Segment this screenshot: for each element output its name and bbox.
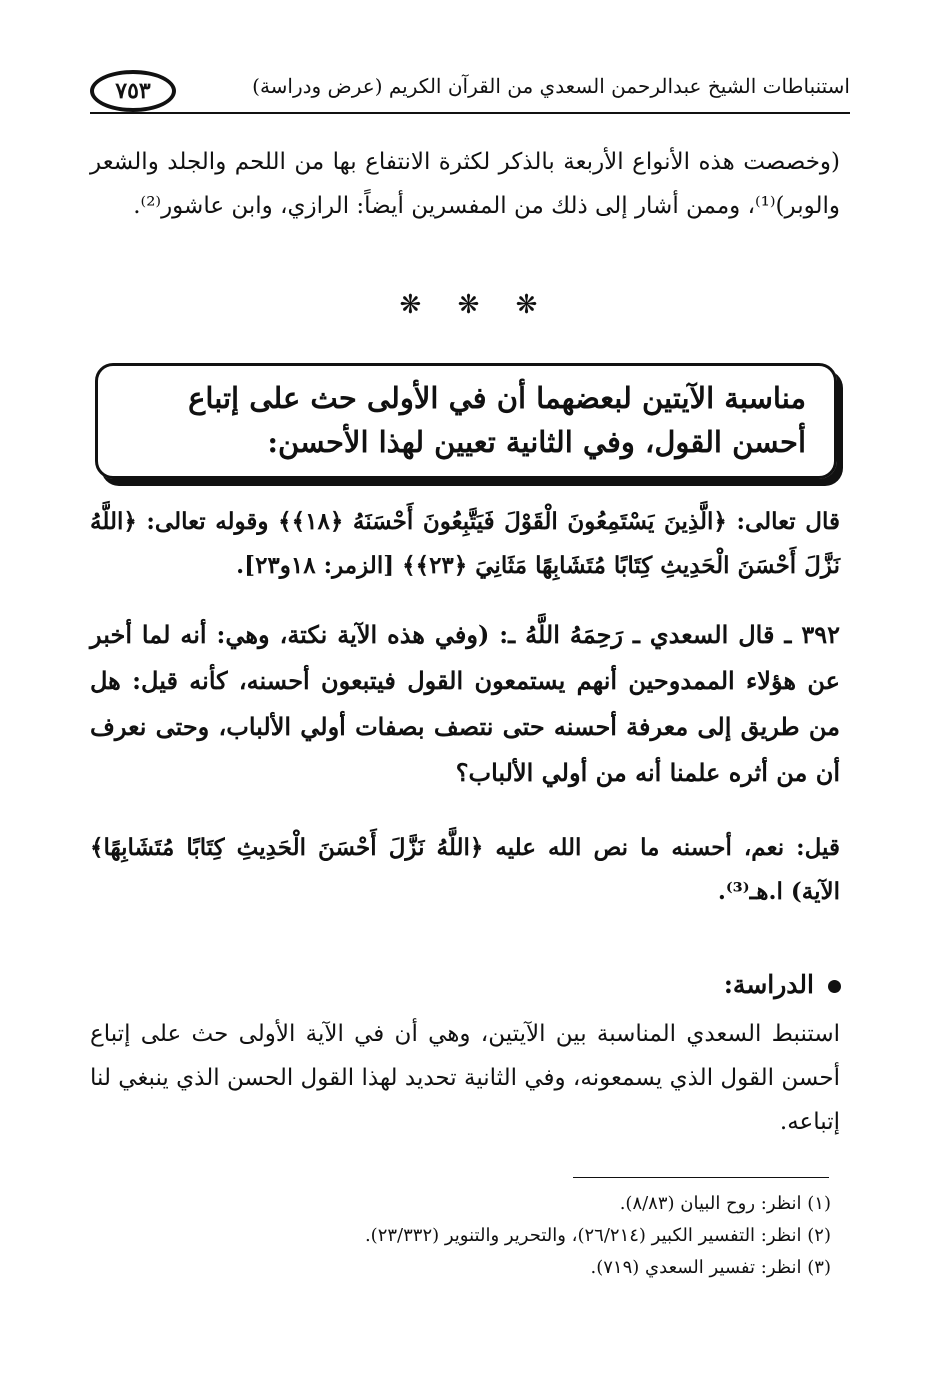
section-title-box bbox=[95, 363, 837, 479]
running-title: استنباطات الشيخ عبدالرحمن السعدي من القرآن الكريم (عرض ودراسة) bbox=[252, 74, 850, 98]
footnote-divider bbox=[573, 1177, 829, 1178]
saadi-quote: ٣٩٢ ـ قال السعدي ـ رَحِمَهُ اللَّهُ ـ: (وفي هذه الآية نكتة، وهي: أنه لما أخبر عن هؤلاء الممدوحين أنهم يستمعون القول فيتبعون أحسنه، كأنه قيل: هل من طريق إلى معرفة أحسنه حتى نتصف بصفات أولي الألباب، وحتى نعرف أن من أثره علمنا أنه من أولي الألباب؟ bbox=[90, 620, 840, 787]
answer-paragraph: قيل: نعم، أحسنه ما نص الله عليه ﴿اللَّهُ نَزَّلَ أَحْسَنَ الْحَدِيثِ كِتَابًا مُتَشَابِهًا﴾ الآية) ا.هـ⁽³⁾. bbox=[90, 834, 840, 905]
footnotes bbox=[131, 1188, 831, 1284]
study-heading-text: الدراسة: bbox=[723, 970, 814, 999]
study-paragraph: استنبط السعدي المناسبة بين الآيتين، وهي أن في الآية الأولى حث على إتباع أحسن القول الذي يسمعونه، وفي الثانية تحديد لهذا القول الحسن الذي ينبغي لنا إتباعه. bbox=[90, 1021, 840, 1135]
footnote-3: (٣) انظر: تفسير السعدي (٧١٩). bbox=[590, 1257, 831, 1278]
section-title: مناسبة الآيتين لبعضهما أن في الأولى حث على إتباع أحسن القول، وفي الثانية تعيين لهذا الأحسن: bbox=[188, 381, 806, 459]
footnote-1: (١) انظر: روح البيان (٨/٨٣). bbox=[619, 1193, 831, 1214]
section-separator: ❋ ❋ ❋ bbox=[399, 290, 552, 320]
bullet-icon bbox=[828, 980, 841, 993]
header-rule bbox=[90, 112, 850, 114]
page-header bbox=[90, 68, 850, 114]
verse-paragraph: قال تعالى: ﴿الَّذِينَ يَسْتَمِعُونَ الْقَوْلَ فَيَتَّبِعُونَ أَحْسَنَهُ ﴿١٨﴾﴾ وقوله تعالى: ﴿اللَّهُ نَزَّلَ أَحْسَنَ الْحَدِيثِ كِتَابًا مُتَشَابِهًا مَثَانِيَ ﴿٢٣﴾﴾ [الزمر: ١٨و٢٣]. bbox=[90, 508, 840, 579]
study-heading bbox=[724, 970, 841, 999]
footnote-2: (٢) انظر: التفسير الكبير (٢٦/٢١٤)، والتحرير والتنوير (٢٣/٣٣٢). bbox=[364, 1225, 831, 1246]
page-number: ٧٥٣ bbox=[90, 70, 176, 112]
intro-paragraph: (وخصصت هذه الأنواع الأربعة بالذكر لكثرة الانتفاع بها من اللحم والجلد والشعر والوبر)⁽¹⁾، وممن أشار إلى ذلك من المفسرين أيضاً: الرازي، وابن عاشور⁽²⁾. bbox=[90, 149, 840, 219]
